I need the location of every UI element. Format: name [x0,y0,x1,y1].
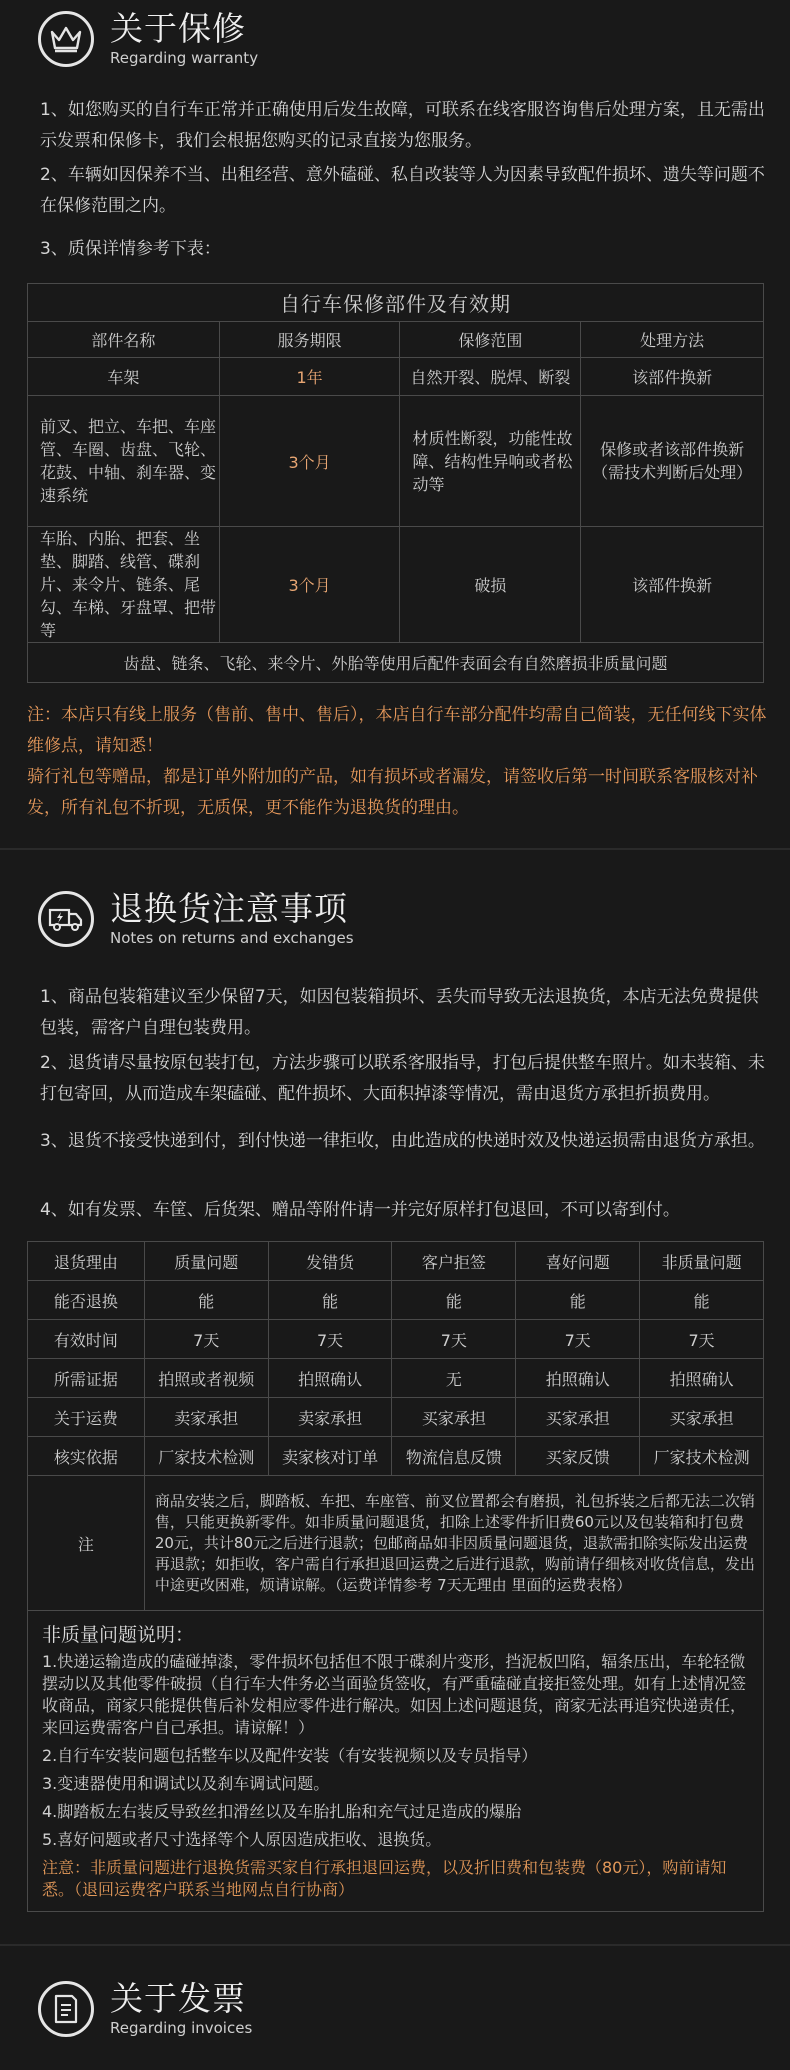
table-cell: 7天 [516,1320,640,1359]
warranty-table-footer: 齿盘、链条、飞轮、来令片、外胎等使用后配件表面会有自然磨损非质量问题 [28,643,764,683]
table-header: 部件名称 [28,322,220,358]
returns-table-note: 商品安装之后，脚踏板、车把、车座管、前叉位置都会有磨损，礼包拆装之后都无法二次销售，只能更换新零件。如非质量问题退货，扣除上述零件折旧费60元以及包装箱和打包费20元，共计80元之后进行退款；包邮商品如非因质量问题退货，退款需扣除实际发出运费再退款；如拒收，客户需自行承担退回运费之后进行退款，购前请仔细核对收货信息，发出中途更改困难，烦请谅解。（运费详情参考 7天无理由 里面的运费表格） [144,1476,763,1611]
table-cell: 厂家技术检测 [144,1437,268,1476]
table-cell: 拍照或者视频 [144,1359,268,1398]
table-cell: 拍照确认 [640,1359,764,1398]
non-quality-title: 非质量问题说明： [42,1624,195,1646]
table-cell: 该部件换新 [581,527,764,643]
table-row-label: 能否退换 [28,1281,145,1320]
table-row [28,1398,764,1437]
returns-header [38,890,354,948]
gift-notice: 骑行礼包等赠品，都是订单外附加的产品，如有损坏或者漏发，请签收后第一时间联系客服核对补发，所有礼包不折现，无质保，更不能作为退换货的理由。 [27,767,758,818]
table-header: 客户拒签 [392,1242,516,1281]
warranty-paragraph-3: 3、质保详情参考下表： [40,239,221,259]
table-row [28,527,764,643]
non-quality-item: 3.变速器使用和调试以及刹车调试问题。 [42,1774,330,1793]
warranty-paragraph-1: 1、如您购买的自行车正常并正确使用后发生故障，可联系在线客服咨询售后处理方案，且无需出示发票和保修卡，我们会根据您购买的记录直接为您服务。 [40,100,765,151]
table-cell: 自然开裂、脱焊、断裂 [400,358,581,396]
table-header: 质量问题 [144,1242,268,1281]
table-cell: 保修或者该部件换新（需技术判断后处理） [581,396,764,527]
returns-paragraph-2: 2、退货请尽量按原包装打包，方法步骤可以联系客服指导，打包后提供整车照片。如未装箱、未打包寄回，从而造成车架磕碰、配件损坏、大面积掉漆等情况，需由退货方承担折损费用。 [40,1053,765,1104]
table-cell: 卖家核对订单 [268,1437,392,1476]
invoices-subtitle: Regarding invoices [110,2019,253,2037]
table-cell: 无 [392,1359,516,1398]
warranty-paragraph-2: 2、车辆如因保养不当、出租经营、意外磕碰、私自改装等人为因素导致配件损坏、遗失等问题不在保修范围之内。 [40,165,765,216]
table-header: 喜好问题 [516,1242,640,1281]
table-cell: 卖家承担 [144,1398,268,1437]
table-cell: 买家反馈 [516,1437,640,1476]
invoice-icon [38,1981,94,2037]
returns-subtitle: Notes on returns and exchanges [110,929,354,947]
non-quality-warning: 注意：非质量问题进行退换货需买家自行承担退回运费，以及折旧费和包装费（80元），购前请知悉。（退回运费客户联系当地网点自行协商） [42,1858,727,1899]
table-cell: 前叉、把立、车把、车座管、车圈、齿盘、飞轮、花鼓、中轴、刹车器、变速系统 [28,396,220,527]
table-row [28,1437,764,1476]
warranty-table-title: 自行车保修部件及有效期 [28,284,764,322]
table-cell: 能 [268,1281,392,1320]
returns-table-note-label: 注 [28,1476,145,1611]
table-cell: 7天 [640,1320,764,1359]
table-cell: 7天 [144,1320,268,1359]
table-row [28,358,764,396]
table-cell: 卖家承担 [268,1398,392,1437]
invoices-section [0,1944,790,2070]
table-cell: 买家承担 [640,1398,764,1437]
table-cell: 买家承担 [392,1398,516,1437]
table-cell: 7天 [268,1320,392,1359]
table-cell: 3个月 [219,396,400,527]
returns-paragraph-4: 4、如有发票、车筐、后货架、赠品等附件请一并完好原样打包退回，不可以寄到付。 [40,1200,680,1220]
table-header: 发错货 [268,1242,392,1281]
table-header: 服务期限 [219,322,400,358]
table-cell: 拍照确认 [516,1359,640,1398]
warranty-title: 关于保修 [110,9,246,48]
invoices-header [38,1980,252,2038]
crown-icon [38,11,94,67]
table-cell: 破损 [400,527,581,643]
returns-title: 退换货注意事项 [110,889,348,928]
table-header: 保修范围 [400,322,581,358]
table-header: 非质量问题 [640,1242,764,1281]
non-quality-item: 4.脚踏板左右装反导致丝扣滑丝以及车胎扎胎和充气过足造成的爆胎 [42,1802,522,1821]
table-row [28,1281,764,1320]
table-row [28,396,764,527]
table-row [28,1320,764,1359]
table-header: 处理方法 [581,322,764,358]
returns-paragraph-3: 3、退货不接受快递到付，到付快递一律拒收，由此造成的快递时效及快递运损需由退货方承担。 [40,1131,765,1151]
table-cell: 能 [640,1281,764,1320]
delivery-truck-icon [38,891,94,947]
table-cell: 能 [392,1281,516,1320]
table-cell: 拍照确认 [268,1359,392,1398]
table-row-label: 有效时间 [28,1320,145,1359]
warranty-header [38,10,258,68]
table-cell: 能 [144,1281,268,1320]
non-quality-item: 2.自行车安装问题包括整车以及配件安装（有安装视频以及专员指导） [42,1746,538,1765]
returns-paragraph-1: 1、商品包装箱建议至少保留7天，如因包装箱损坏、丢失而导致无法退换货，本店无法免费提供包装，需客户自理包装费用。 [40,987,759,1038]
table-cell: 物流信息反馈 [392,1437,516,1476]
warranty-table [27,283,764,683]
warranty-subtitle: Regarding warranty [110,49,259,67]
table-row [28,1359,764,1398]
table-row-label: 核实依据 [28,1437,145,1476]
table-cell: 能 [516,1281,640,1320]
returns-table [27,1241,764,1611]
table-cell: 厂家技术检测 [640,1437,764,1476]
table-cell: 1年 [219,358,400,396]
table-cell: 3个月 [219,527,400,643]
table-header-row [28,1242,764,1281]
table-cell: 7天 [392,1320,516,1359]
non-quality-item: 5.喜好问题或者尺寸选择等个人原因造成拒收、退换货。 [42,1830,442,1849]
table-cell: 买家承担 [516,1398,640,1437]
table-header: 退货理由 [28,1242,145,1281]
table-cell: 车架 [28,358,220,396]
non-quality-box [27,1610,764,1912]
table-cell: 该部件换新 [581,358,764,396]
invoices-title: 关于发票 [110,1979,246,2018]
table-cell: 材质性断裂，功能性故障、结构性异响或者松动等 [400,396,581,527]
warranty-notice: 注：本店只有线上服务（售前、售中、售后），本店自行车部分配件均需自己简装，无任何线下实体维修点，请知悉！ [27,705,767,756]
table-row-label: 关于运费 [28,1398,145,1437]
warranty-section [0,0,790,848]
table-cell: 车胎、内胎、把套、坐垫、脚踏、线管、碟刹片、来令片、链条、尾勾、车梯、牙盘罩、把带等 [28,527,220,643]
non-quality-item: 1.快递运输造成的磕碰掉漆，零件损坏包括但不限于碟刹片变形，挡泥板凹陷，辐条压出，车轮轻微摆动以及其他零件破损（自行车大件务必当面验货签收，有严重磕碰直接拒签处理。如有上述情况签收商品，商家只能提供售后补发相应零件进行解决。如因上述问题退货，商家无法再追究快递责任，来回运费需客户自己承担。请谅解！） [42,1652,747,1737]
table-row-label: 所需证据 [28,1359,145,1398]
